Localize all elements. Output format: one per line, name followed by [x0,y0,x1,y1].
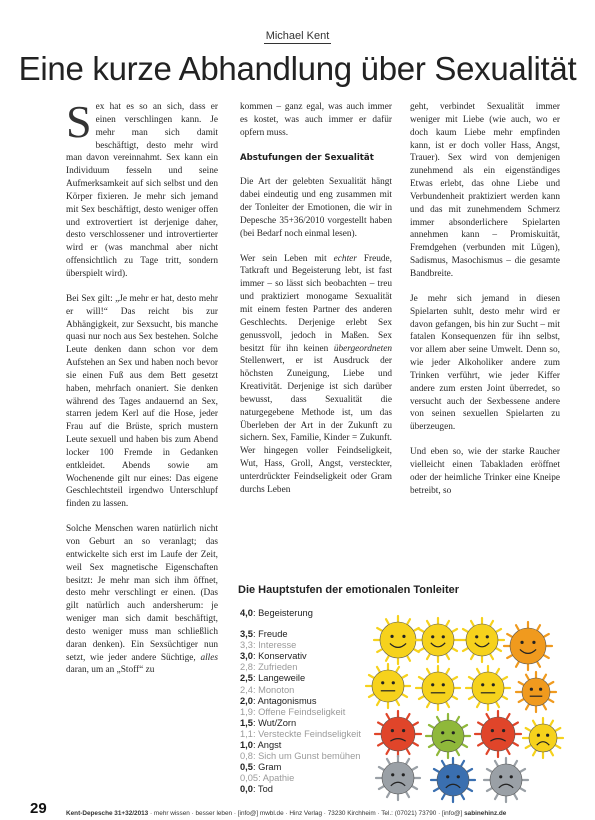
tone-level [240,784,361,795]
tone-level-value: 0,8 [240,751,253,762]
author-name: Michael Kent [265,30,330,42]
tone-level-label: : Langeweile [252,673,306,684]
tone-level-label: : Angst [252,740,282,751]
tone-level-value: 1,9 [240,706,253,717]
tone-scale-title: Die Hauptstufen der emotionalen Tonleiter [238,584,460,596]
tone-level-label: : Sich um Gunst bemühen [252,751,361,762]
tone-level-label: : Tod [252,784,273,795]
author-byline [0,30,595,42]
tone-level-value: 3,0 [240,651,253,662]
paragraph: Die Art der gelebten Sexualität hängt dabei eindeutig und eng zusammen mit der Tonleiter der Emotionen, die wir in Depesche 35+36/2010 vorgestellt haben (bei Bedarf noch einmal lesen). [240,177,392,239]
tone-level-value: 3,3 [240,640,253,651]
tone-level [240,751,361,762]
tone-level-value: 1,0 [240,740,253,751]
tone-level [240,762,361,773]
paragraph [66,523,218,677]
article-title: Eine kurze Abhandlung über Sexualität [18,50,577,87]
tone-level-label: : Interesse [252,640,297,651]
text-column-2 [240,101,392,509]
tone-level-label: : Freude [252,629,288,640]
paragraph-text: daran, um an „Stoff“ zu [66,665,155,676]
page-number: 29 [30,800,47,817]
tone-level-label: : Konservativ [252,651,307,662]
paragraph: Bei Sex gilt: „Je mehr er hat, desto mehr er will!“ Das reicht bis zur Abhängigkeit, zur Sexsucht, bis manche quasi nur noch aus Sex bestehen. Solche Leute denken dann schon vor dem Aufstehen an Sex und haben noch bevor sie einen Fuß aus dem Bett gesetzt haben, mehrfach onaniert. Sie denken während des Tages andauernd an Sex, starren jedem Kerl auf die Hose, jeder Frau auf die Brüste, sprich mustern Leute sexuell und haben bis zum Abend locker 100 Fremde in Gedanken entkleidet. Abends sowie am Wochenende gilt nur eines: Das eigene Geschlechtsteil irgendwo Unterschlupf finden zu lassen. [66,293,218,510]
text-column-1 [66,96,218,689]
tone-level [240,740,361,751]
tone-level-label: : Monoton [252,684,295,695]
tone-level [240,696,361,707]
paragraph: geht, verbindet Sexualität immer weniger mit Liebe (wie auch, wo er doch kaum Liebe mehr empfinden kann, ist er doch voller Hass, Angst, Trauer). Sex wird von demjenigen zunehmend als ein eigenständiges Etwas erlebt, das ohne Liebe und Verbundenheit praktiziert werden kann und das mit zunehmendem Schmerz immer absonderlichere Spielarten annehmen kann – Promiskuität, Fremdgehen (verbunden mit Lügen), Sadismus, Masochismus – die gesamte Bandbreite. [410,102,560,279]
footer-text [66,810,506,817]
issue-label: Kent-Depesche 31+32/2013 [66,810,149,817]
tone-level-value: 1,1 [240,728,253,739]
paragraph: Und eben so, wie der starke Raucher vielleicht einen Tabakladen eröffnet oder der heimliche Trinker eine Kneipe betreibt, so [410,447,560,496]
section-heading: Abstufungen der Sexualität [240,152,374,163]
tone-level-label: : Zufrieden [252,662,298,673]
paragraph-text: ex hat es so an sich, dass er einen verschlingen kann. Je mehr man sich damit beschäftigt, desto mehr wird man davon vereinnahmt. Sex kann ein Individuum fesseln und seine Aufmerksamkeit auf sich selbst und den Körper fixieren. Je mehr sich jemand mit Sex beschäftigt, desto weniger offen und extrovertiert ist derjenige daher, desto verschlossener und introvertierter wird er (was manchmal aber nicht offensichtlich zu Tage tritt, sondern überspielt wird). [66,102,218,279]
tone-level-label: : Antagonismus [252,695,317,706]
tone-level [240,640,361,651]
tone-level-value: 0,0 [240,784,253,795]
drop-cap: S [66,96,92,147]
paragraph [66,96,218,281]
tone-scale-list [240,608,361,796]
tone-level [240,773,361,784]
paragraph-text: Solche Menschen waren natürlich nicht von Geburt an so veranlagt; das entwickelte sich erst im Laufe der Zeit, weil Sex magnetische Eigenschaften besitzt: Je mehr man sich ihm öffnet, desto mehr verschlingt er einen. (Das gilt natürlich auch andersherum: je weniger man sich damit beschäftigt, desto weniger muss man schließlich daran denken). Ein Sexsüchtiger nun setzt, wie jeder andere Süchtige, [66,524,218,663]
tone-level-label: : Offene Feindseligkeit [252,706,346,717]
text-column-3 [410,101,560,509]
tone-level [240,608,361,619]
tone-level [240,673,361,684]
tone-level [240,685,361,696]
paragraph [240,253,392,497]
emphasis: alles [200,652,218,663]
page-footer [0,800,595,820]
tone-level [240,662,361,673]
tone-level-value: 0,05 [240,773,259,784]
tone-level-value: 2,8 [240,662,253,673]
tone-level [240,707,361,718]
emphasis: übergeordneten [333,343,392,354]
tone-level-label: : Versteckte Feindseligkeit [252,728,361,739]
footer-contact: · mehr wissen · besser leben · [info@] mwbl.de · Hinz Verlag · 73230 Kirchheim · Tel.: (07021) 73790 · [info@] [150,810,463,817]
paragraph-text: Wer sein Leben mit [240,253,327,264]
tone-level [240,629,361,640]
paragraph-text: Stellenwert, er ist Ausdruck der höchsten Zuneigung, Liebe und Kreativität. Derjenige ist sich darüber bewusst, dass Sexualität die naturgegebene Methode ist, um das Überleben der Art in der Zukunft zu sichern. Sex, Familie, Kinder = Zukunft. Wer hingegen voller Feindseligkeit, Wut, Hass, Groll, Angst, versteckter, unterdrückter Feindseligkeit oder Gram durchs Leben [240,356,392,495]
tone-level-label: : Apathie [258,773,295,784]
tone-level [240,729,361,740]
tone-level-value: 2,0 [240,695,253,706]
tone-level-value: 2,4 [240,684,253,695]
tone-level-value: 2,5 [240,673,253,684]
emphasis: echter [333,253,357,264]
tone-level [240,718,361,729]
tone-level-label: : Gram [252,762,282,773]
tone-level-value: 0,5 [240,762,253,773]
paragraph-text: Freude, Tatkraft und Begeisterung lebt, ist fast immer – so lässt sich beobachten – treu und praktiziert monogame Sexualität mit einem festen Partner des anderen Geschlechts. Derjenige erlebt Sex genussvoll, jedoch in Maßen. Sex besitzt für ihn keinen [240,253,392,354]
tone-level-label: : Begeisterung [252,608,313,618]
tone-level-label: : Wut/Zorn [252,717,297,728]
tone-level-value: 3,5 [240,629,253,640]
paragraph: kommen – ganz egal, was auch immer es kostet, was auch immer er dafür opfern muss. [240,102,392,138]
tone-level-value: 1,5 [240,717,253,728]
tone-scale-box [238,584,564,808]
paragraph: Je mehr sich jemand in diesen Spielarten suhlt, desto mehr wird er davon gefangen, bis hin zur Sucht – mit fatalen Konsequenzen für ihn selbst, vor allem aber seine Umwelt. Denn so, wie jeder Alkoholiker andere zum Trinken verführt, wie jeder Kiffer andere zum ersten Joint überredet, so versucht auch der Sexbessene andere von seinen sexuellen Spielarten zu überzeugen. [410,293,560,433]
tone-level [240,651,361,662]
footer-site: sabinehinz.de [464,810,507,817]
tone-level-value: 4,0 [240,608,253,618]
